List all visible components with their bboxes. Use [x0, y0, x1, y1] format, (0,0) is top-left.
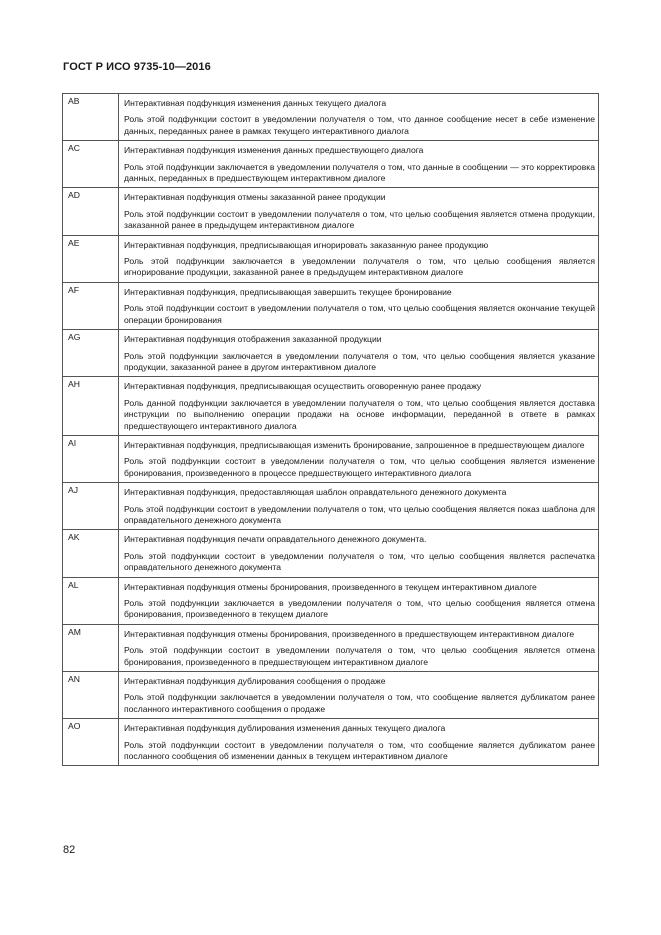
row-body: Роль этой подфункции состоит в уведомлении получателя о том, что данное сообщение несет в себе изменение данных, переданных ранее в рамках текущего интерактивного диалога	[124, 114, 595, 136]
row-title: Интерактивная подфункция отмены бронирования, произведенного в предшествующем интерактивном диалоге	[124, 628, 575, 639]
row-description	[119, 672, 599, 719]
row-description	[119, 483, 599, 530]
table-row	[63, 530, 599, 577]
row-description	[119, 577, 599, 624]
row-title: Интерактивная подфункция, предписывающая изменить бронирование, запрошенное в предшествующем диалоге	[124, 439, 585, 450]
row-code: AM	[63, 624, 119, 671]
row-code: AB	[63, 94, 119, 141]
row-description	[119, 435, 599, 482]
row-body: Роль этой подфункции состоит в уведомлении получателя о том, что целью сообщения является изменение бронирования, произведенного в процессе предшествующего интерактивного диалога	[124, 456, 595, 478]
row-code: AE	[63, 235, 119, 282]
row-title: Интерактивная подфункция, предписывающая игнорировать заказанную ранее продукцию	[124, 239, 489, 250]
table-row	[63, 235, 599, 282]
table-row	[63, 577, 599, 624]
table-row	[63, 188, 599, 235]
row-description	[119, 141, 599, 188]
row-description	[119, 530, 599, 577]
row-description	[119, 719, 599, 766]
row-code: AL	[63, 577, 119, 624]
row-body: Роль этой подфункции заключается в уведомлении получателя о том, что целью сообщения является указание продукции, заказанной ранее в другом интерактивном диалоге	[124, 350, 595, 372]
row-description	[119, 94, 599, 141]
row-title: Интерактивная подфункция отображения заказанной продукции	[124, 334, 382, 345]
row-code: AH	[63, 377, 119, 436]
row-title: Интерактивная подфункция, предписывающая завершить текущее бронирование	[124, 286, 452, 297]
row-title: Интерактивная подфункция отмены бронирования, произведенного в текущем интерактивном диалоге	[124, 581, 537, 592]
row-title: Интерактивная подфункция изменения данных предшествующего диалога	[124, 145, 424, 156]
row-description	[119, 377, 599, 436]
table-body	[63, 94, 599, 766]
row-body: Роль этой подфункции заключается в уведомлении получателя о том, что целью сообщения является игнорирование продукции, заказанной ранее в предыдущем интерактивном диалоге	[124, 256, 595, 278]
row-body: Роль этой подфункции состоит в уведомлении получателя о том, что целью сообщения является распечатка оправдательного денежного документа	[124, 550, 595, 573]
table-row	[63, 330, 599, 377]
document-header: ГОСТ Р ИСО 9735-10—2016	[63, 61, 211, 73]
row-code: AN	[63, 672, 119, 719]
row-body: Роль данной подфункции заключается в уведомлении получателя о том, что целью сообщения является доставка инструкции по выполнению операции продажи на основе информации, переданной в ответе в рамках предшествующего интерактивного диалога	[124, 397, 595, 431]
row-description	[119, 330, 599, 377]
row-description	[119, 235, 599, 282]
table-row	[63, 719, 599, 766]
row-title: Интерактивная подфункция дублирования изменения данных текущего диалога	[124, 723, 446, 734]
row-body: Роль этой подфункции заключается в уведомлении получателя о том, что данные в сообщении — это корректировка данных, переданных в предшествующем интерактивном диалоге	[124, 161, 595, 184]
row-code: AD	[63, 188, 119, 235]
table-row	[63, 624, 599, 671]
row-code: AC	[63, 141, 119, 188]
table-row	[63, 483, 599, 530]
row-body: Роль этой подфункции заключается в уведомлении получателя о том, что целью сообщения является отмена бронирования, произведенного в текущем диалоге	[124, 598, 595, 620]
table-row	[63, 94, 599, 141]
table-row	[63, 435, 599, 482]
row-title: Интерактивная подфункция дублирования сообщения о продаже	[124, 676, 386, 687]
row-title: Интерактивная подфункция отмены заказанной ранее продукции	[124, 192, 386, 203]
row-body: Роль этой подфункции состоит в уведомлении получателя о том, что целью сообщения является отмена продукции, заказанной ранее в предыдущем интерактивном диалоге	[124, 208, 595, 231]
table-row	[63, 377, 599, 436]
row-description	[119, 282, 599, 329]
row-code: AG	[63, 330, 119, 377]
row-description	[119, 188, 599, 235]
row-description	[119, 624, 599, 671]
row-body: Роль этой подфункции заключается в уведомлении получателя о том, что сообщение является дубликатом ранее посланного интерактивного сообщения о продаже	[124, 692, 595, 714]
row-code: AJ	[63, 483, 119, 530]
table-row	[63, 672, 599, 719]
row-code: AF	[63, 282, 119, 329]
row-body: Роль этой подфункции состоит в уведомлении получателя о том, что целью сообщения является показ шаблона для оправдательного денежного документа	[124, 503, 595, 525]
row-title: Интерактивная подфункция, предоставляющая шаблон оправдательного денежного документа	[124, 487, 507, 498]
row-body: Роль этой подфункции состоит в уведомлении получателя о том, что целью сообщения является отмена бронирования, произведенного в предшествующем интерактивном диалоге	[124, 645, 595, 667]
row-title: Интерактивная подфункция печати оправдательного денежного документа.	[124, 534, 427, 545]
row-code: AO	[63, 719, 119, 766]
row-title: Интерактивная подфункция, предписывающая осуществить оговоренную ранее продажу	[124, 381, 482, 392]
code-definitions-table	[62, 93, 599, 766]
row-title: Интерактивная подфункция изменения данных текущего диалога	[124, 98, 387, 108]
row-code: AI	[63, 435, 119, 482]
page-number: 82	[63, 844, 76, 856]
table-row	[63, 282, 599, 329]
table-row	[63, 141, 599, 188]
row-code: AK	[63, 530, 119, 577]
row-body: Роль этой подфункции состоит в уведомлении получателя о том, что целью сообщения является окончание текущей операции бронирования	[124, 303, 595, 325]
row-body: Роль этой подфункции состоит в уведомлении получателя о том, что сообщение является дубликатом ранее посланного сообщения об изменении данных в текущем интерактивном диалоге	[124, 739, 595, 762]
